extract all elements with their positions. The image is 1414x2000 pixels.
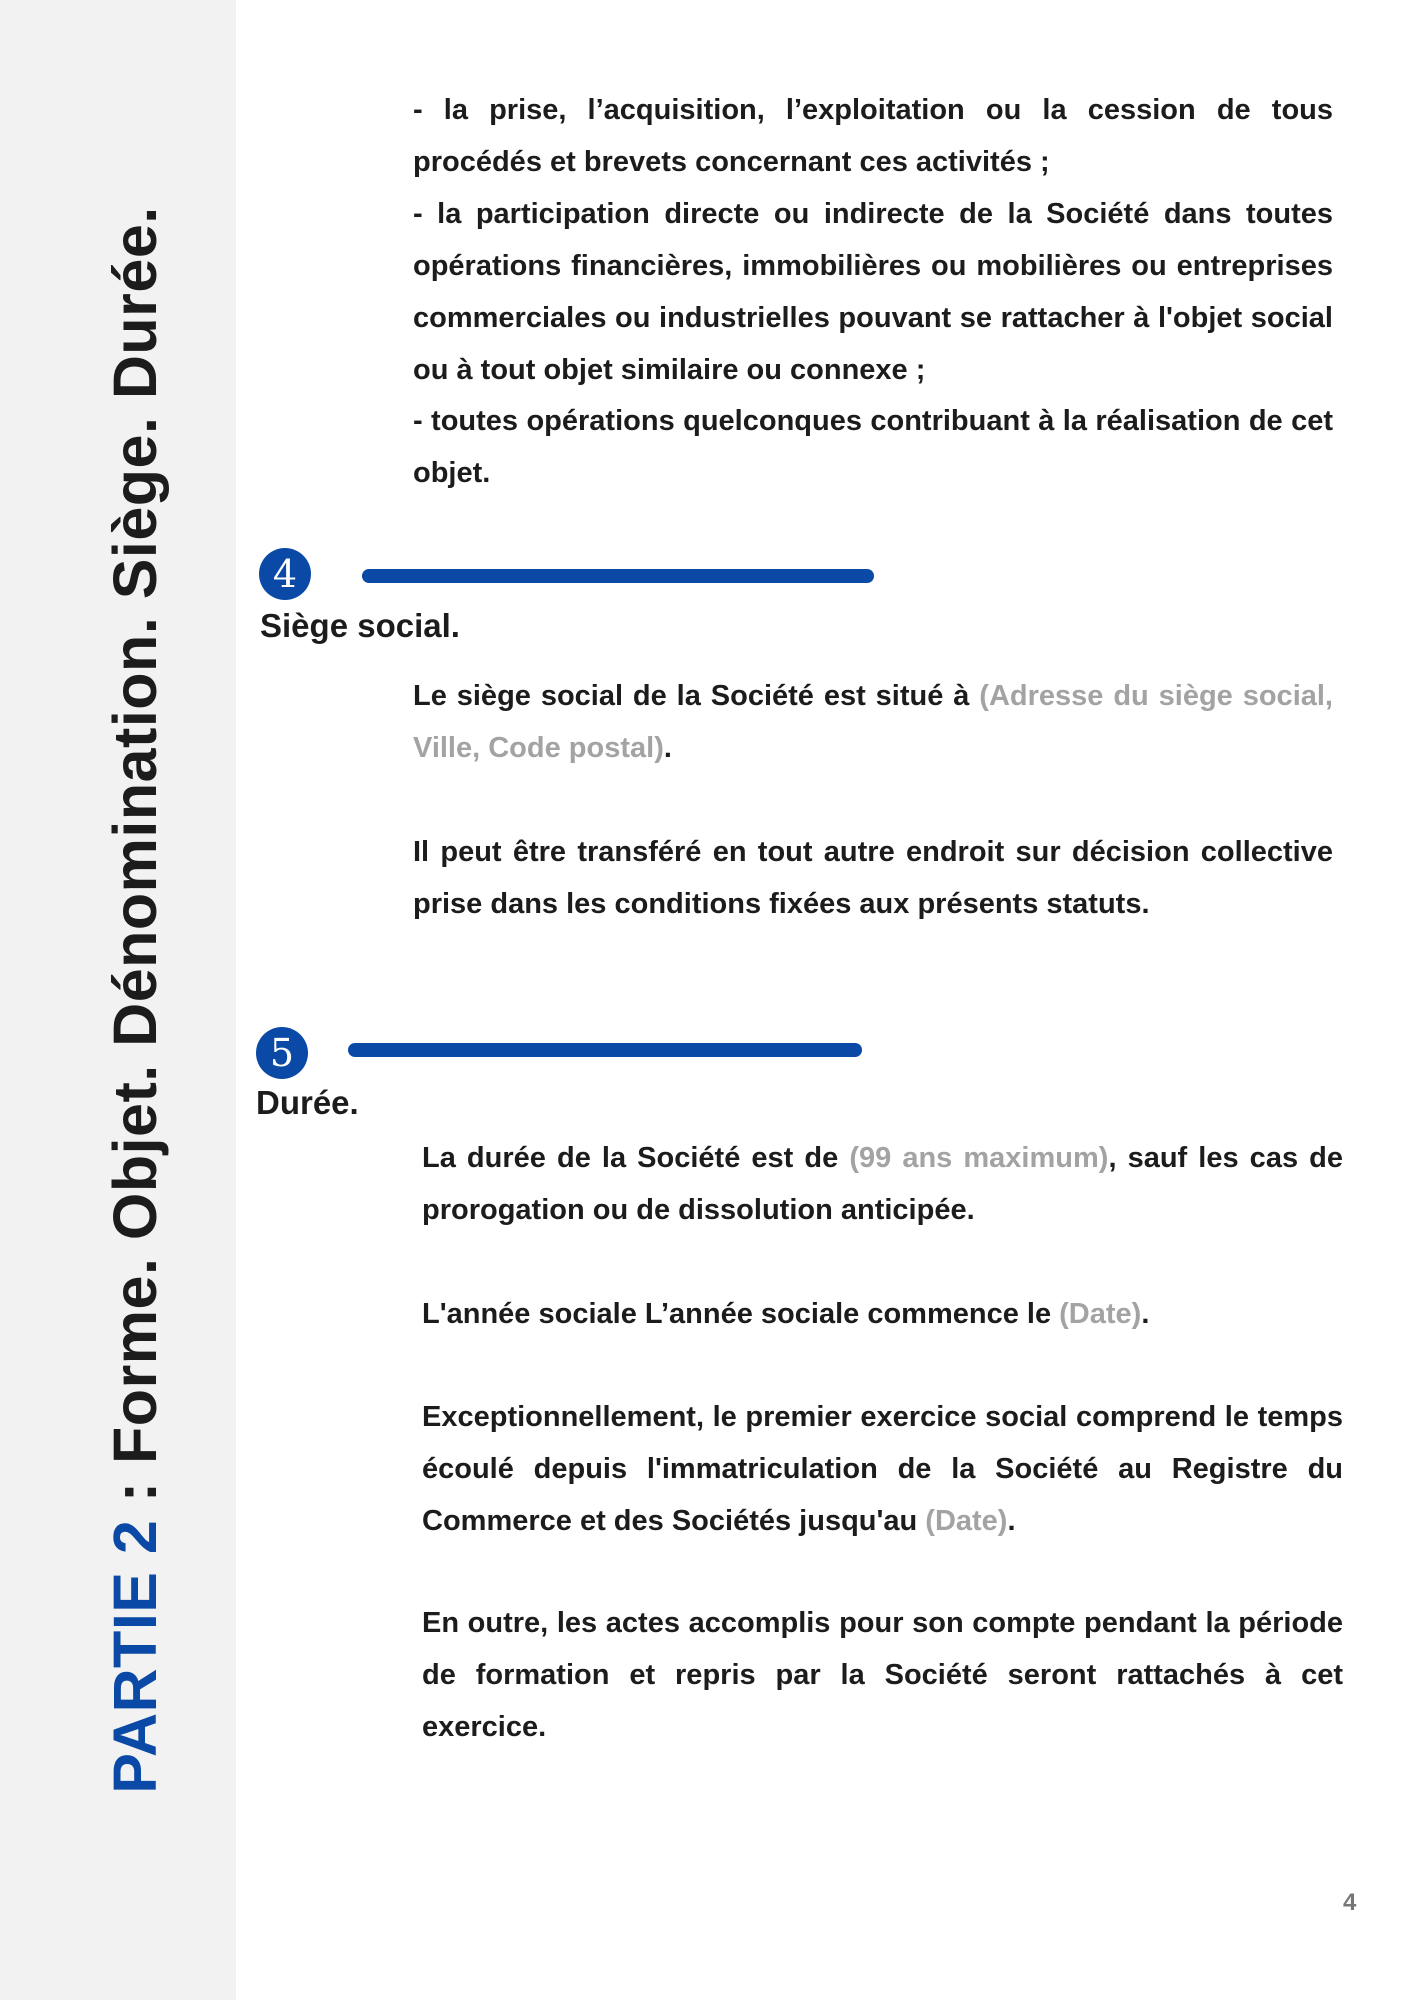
text-run: . (663, 732, 672, 764)
placeholder-duration: (99 ans maximum) (849, 1142, 1109, 1174)
text-run: . (1007, 1505, 1016, 1537)
part-title-rest: : Forme. Objet. Dénomination. Siège. Durée. (101, 206, 169, 1520)
section-paragraph (413, 670, 1333, 774)
sidebar (0, 0, 236, 2000)
section-paragraph (422, 1391, 1343, 1547)
text-run: L'année sociale L’année sociale commence le (422, 1298, 1060, 1330)
section-divider-bar (362, 569, 874, 583)
section-heading: Durée. (256, 1084, 359, 1121)
intro-item: - la participation directe ou indirecte de la Société dans toutes opérations financières, immobilières ou mobilières ou entreprises commerciales ou industrielles pouvant se rattacher à l'objet social ou à tout objet similaire ou connexe ; (413, 198, 1333, 386)
section-number-badge: 5 (256, 1027, 308, 1079)
page-number: 4 (1343, 1889, 1357, 1916)
text-run: . (1141, 1298, 1150, 1330)
text-run: La durée de la Société est de (422, 1142, 850, 1174)
section-heading: Siège social. (260, 607, 460, 644)
section-paragraph (422, 1132, 1343, 1236)
placeholder-date: (Date) (1059, 1298, 1142, 1330)
text-run: Le siège social de la Société est situé à (413, 680, 980, 712)
section-paragraph: Il peut être transféré en tout autre endroit sur décision collective prise dans les conditions fixées aux présents statuts. (413, 836, 1333, 920)
placeholder-address: (Adresse du siège social, Ville, Code postal) (413, 680, 1333, 764)
placeholder-date: (Date) (925, 1505, 1008, 1537)
section-number-badge: 4 (259, 548, 311, 600)
part-title (100, 206, 170, 1793)
text-run: Exceptionnellement, le premier exercice social comprend le temps écoulé depuis l'immatriculation de la Société au Registre du Commerce et des Sociétés jusqu'au (422, 1401, 1343, 1537)
intro-item: - la prise, l’acquisition, l’exploitation ou la cession de tous procédés et brevets concernant ces activités ; (413, 94, 1333, 178)
section-divider-bar (348, 1043, 862, 1057)
section-paragraph: En outre, les actes accomplis pour son compte pendant la période de formation et repris par la Société seront rattachés à cet exercice. (422, 1607, 1343, 1743)
part-label: PARTIE 2 (101, 1519, 169, 1794)
text-run: , sauf les cas de prorogation ou de dissolution anticipée. (422, 1142, 1343, 1226)
intro-item: - toutes opérations quelconques contribuant à la réalisation de cet objet. (413, 405, 1333, 489)
section-paragraph (422, 1288, 1343, 1340)
